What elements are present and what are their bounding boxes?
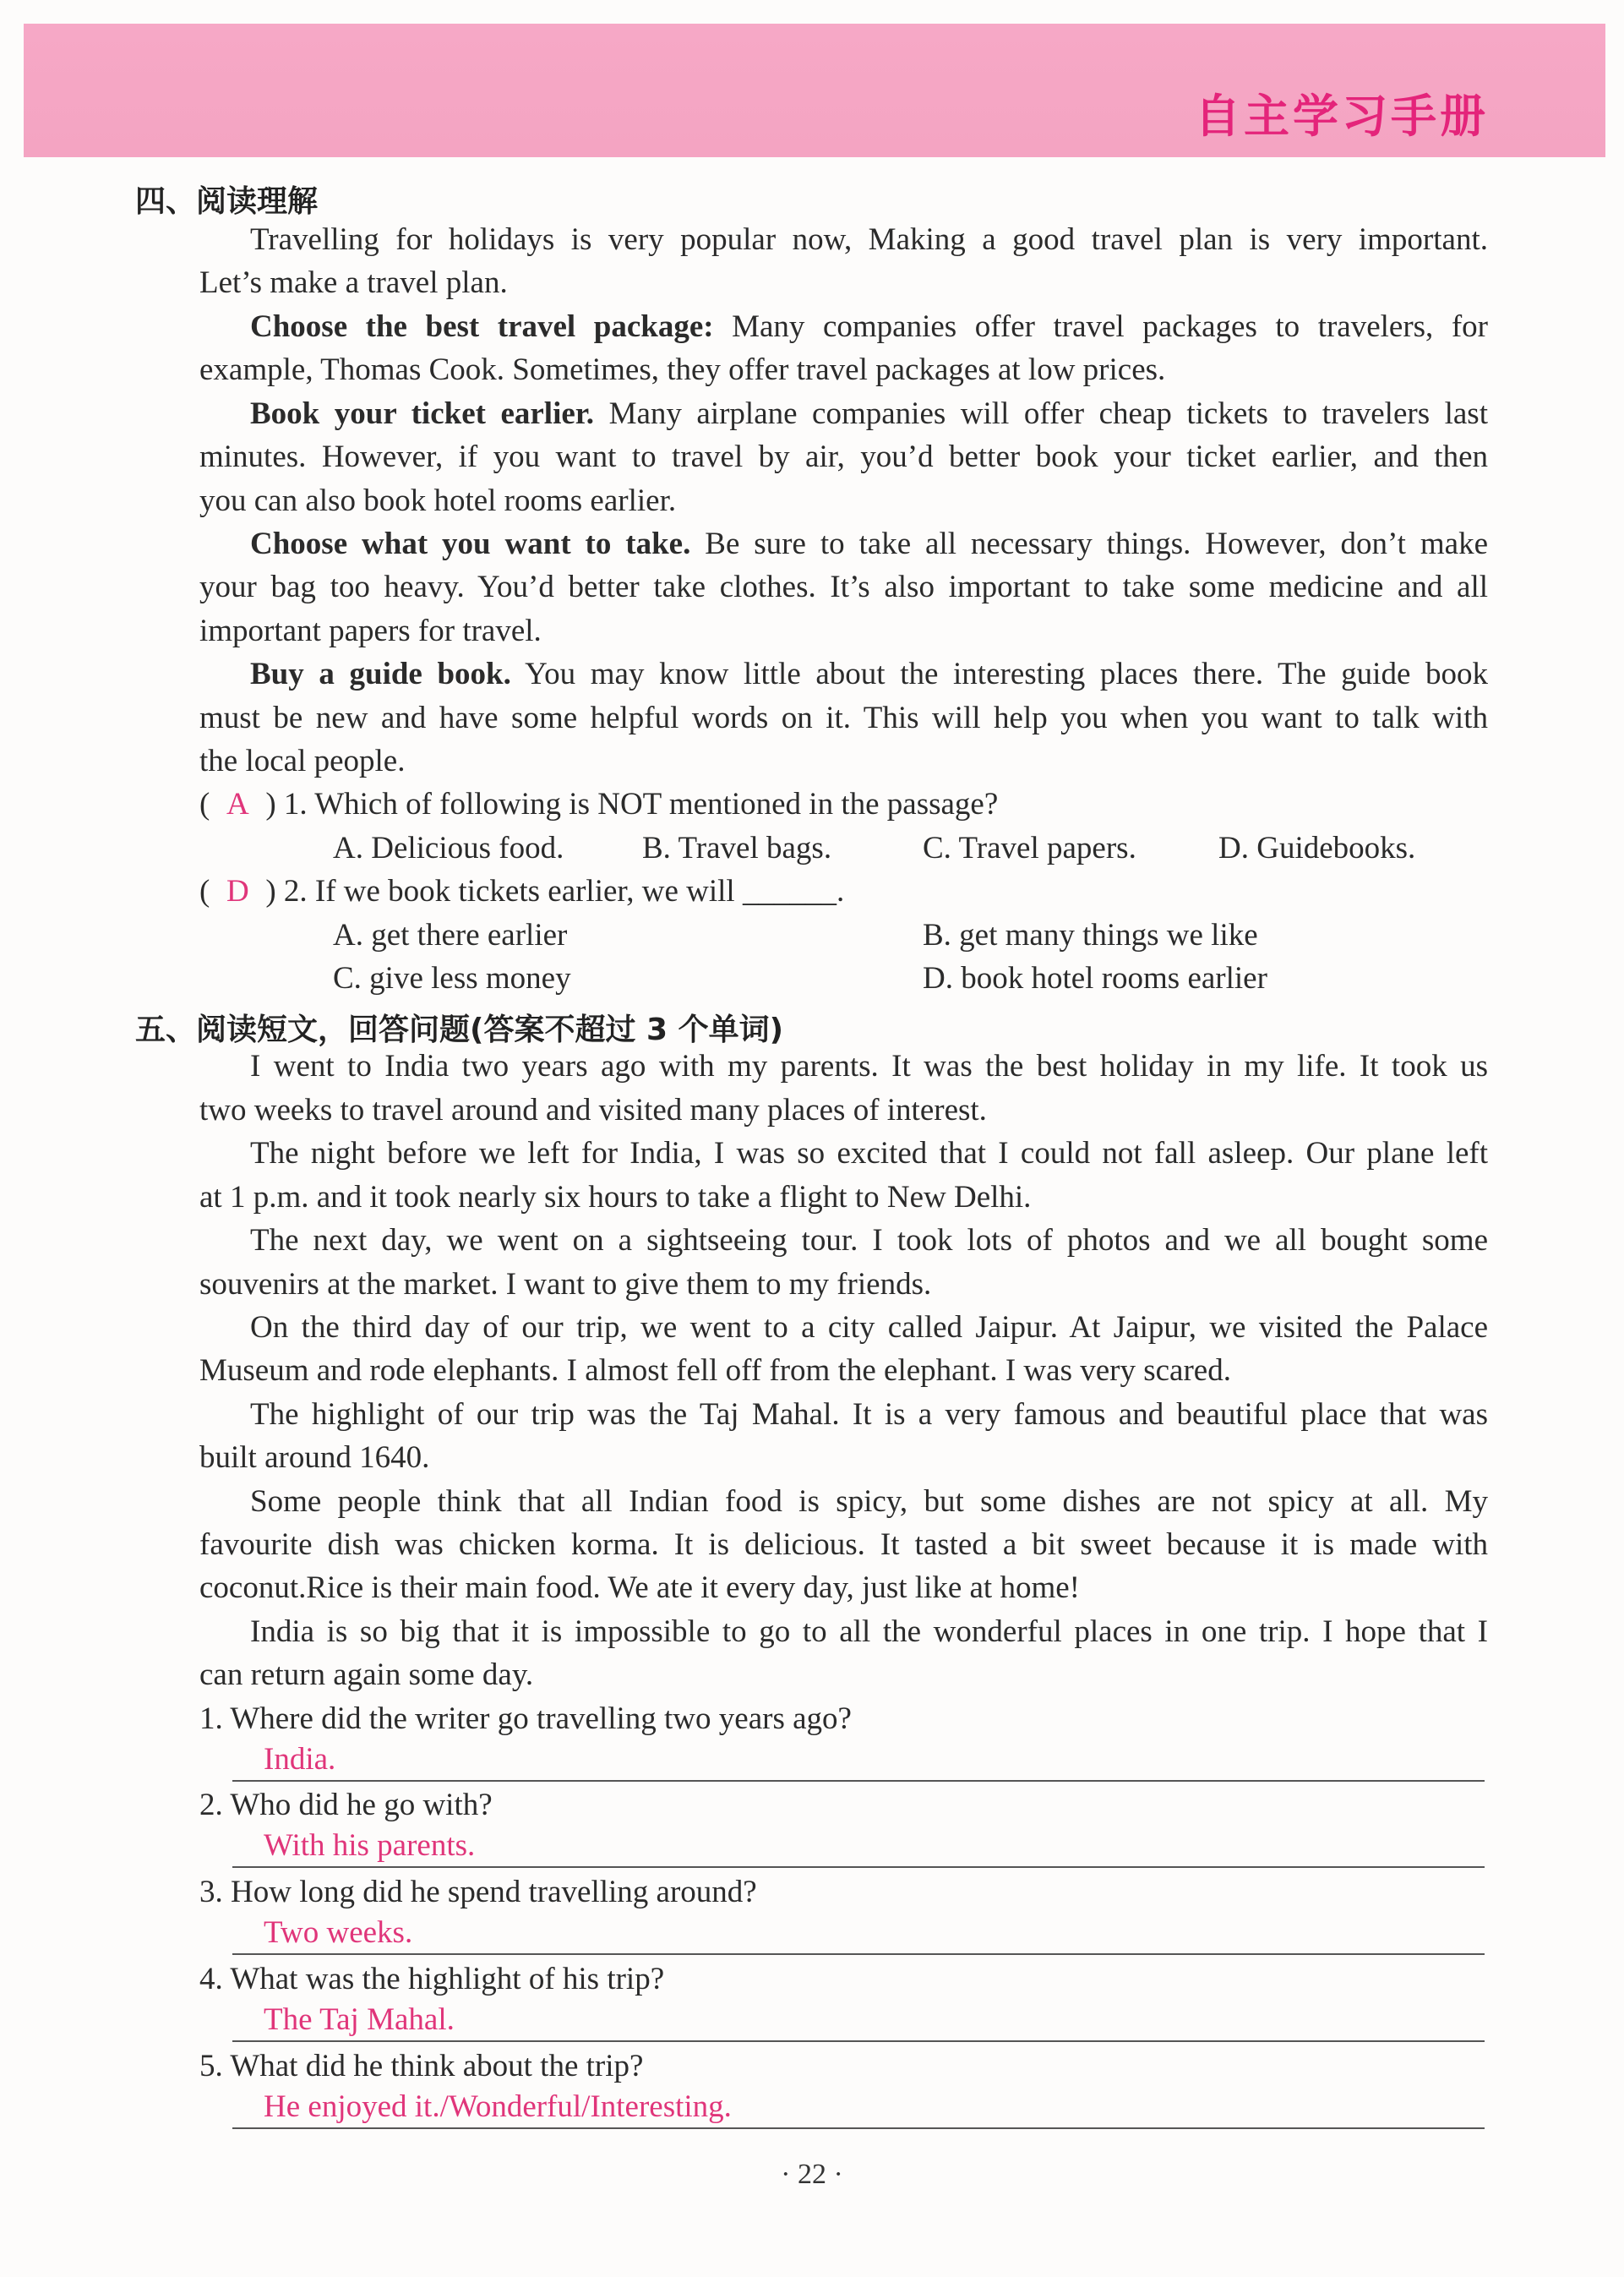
tip3-line3: important papers for travel. <box>199 614 542 648</box>
sa-question-2: 2. Who did he go with? <box>199 1788 493 1822</box>
sa-question-3: 3. How long did he spend travelling around? <box>199 1875 757 1909</box>
mc-q1-option-d: D. Guidebooks. <box>1218 831 1416 865</box>
answer-line-2 <box>232 1866 1485 1868</box>
mc-q1-option-a: A. Delicious food. <box>333 831 564 865</box>
para1-line2: two weeks to travel around and visited many places of interest. <box>199 1093 987 1128</box>
tip1-line1-text: Many companies offer travel packages to travelers, for <box>713 309 1488 344</box>
tip4-title: Buy a guide book. <box>250 657 511 691</box>
tip2-title: Book your ticket earlier. <box>250 396 595 431</box>
mc-question-1 <box>199 786 998 823</box>
sa-answer-2: With his parents. <box>264 1828 476 1863</box>
mc-q1-paren: ( <box>199 787 210 822</box>
tip3-line2: your bag too heavy. You’d better take clothes. It’s also important to take some medicine and all <box>199 570 1488 604</box>
section4-heading: 四、阅读理解 <box>135 184 319 219</box>
tip2-line2: minutes. However, if you want to travel by air, you’d better book your ticket earlier, and then <box>199 440 1488 474</box>
tip1-line1 <box>250 309 1488 346</box>
header-title: 自主学习手册 <box>1195 90 1489 143</box>
mc-q2-paren: ( <box>199 874 210 909</box>
section4-intro-line2: Let’s make a travel plan. <box>199 265 508 300</box>
mc-q2-answer: D <box>226 874 249 909</box>
tip4-line1-text: You may know little about the interesting places there. The guide book <box>510 657 1488 691</box>
page-number: · 22 · <box>781 2159 843 2190</box>
sa-question-4: 4. What was the highlight of his trip? <box>199 1962 665 1996</box>
para1-line1: I went to India two years ago with my parents. It was the best holiday in my life. It took us <box>250 1049 1488 1084</box>
tip2-line1-text: Many airplane companies will offer cheap tickets to travelers last <box>594 396 1488 431</box>
sa-answer-5: He enjoyed it./Wonderful/Interesting. <box>264 2089 732 2124</box>
sa-answer-4: The Taj Mahal. <box>264 2002 455 2037</box>
tip3-line1 <box>250 526 1488 563</box>
tip3-line1-text: Be sure to take all necessary things. However, don’t make <box>690 527 1488 561</box>
tip1-title: Choose the best travel package: <box>250 309 714 344</box>
answer-line-4 <box>232 2040 1485 2042</box>
sa-question-1: 1. Where did the writer go travelling two years ago? <box>199 1701 852 1736</box>
tip2-line1 <box>250 396 1488 433</box>
mc-q2-option-d: D. book hotel rooms earlier <box>923 961 1267 996</box>
mc-q1-option-c: C. Travel papers. <box>923 831 1136 865</box>
mc-q2-option-b: B. get many things we like <box>923 918 1258 953</box>
para2-line1: The night before we left for India, I was so excited that I could not fall asleep. Our plane left <box>250 1136 1488 1171</box>
tip3-title: Choose what you want to take. <box>250 527 691 561</box>
tip4-line1 <box>250 656 1488 693</box>
section4-intro-line1: Travelling for holidays is very popular now, Making a good travel plan is very important. <box>250 222 1488 257</box>
mc-question-2 <box>199 873 844 910</box>
para4-line1: On the third day of our trip, we went to a city called Jaipur. At Jaipur, we visited the Palace <box>250 1310 1488 1345</box>
mc-q1-option-b: B. Travel bags. <box>642 831 832 865</box>
para6-line2: favourite dish was chicken korma. It is delicious. It tasted a bit sweet because it is made with <box>199 1527 1488 1562</box>
para3-line2: souvenirs at the market. I want to give them to my friends. <box>199 1267 932 1302</box>
section5-heading: 五、阅读短文，回答问题(答案不超过 3 个单词) <box>135 1013 784 1047</box>
tip4-line3: the local people. <box>199 744 406 778</box>
tip4-line2: must be new and have some helpful words on it. This will help you when you want to talk with <box>199 701 1488 735</box>
sa-question-5: 5. What did he think about the trip? <box>199 2049 644 2083</box>
tip2-line3: you can also book hotel rooms earlier. <box>199 483 677 518</box>
para5-line2: built around 1640. <box>199 1440 430 1475</box>
answer-line-1 <box>232 1780 1485 1782</box>
tip1-line2: example, Thomas Cook. Sometimes, they offer travel packages at low prices. <box>199 352 1166 387</box>
mc-q1-text: ) 1. Which of following is NOT mentioned in the passage? <box>265 787 999 822</box>
answer-line-5 <box>232 2127 1485 2129</box>
sa-answer-3: Two weeks. <box>264 1915 413 1950</box>
mc-q2-text: ) 2. If we book tickets earlier, we will ______. <box>265 874 845 909</box>
para2-line2: at 1 p.m. and it took nearly six hours to take a flight to New Delhi. <box>199 1180 1032 1215</box>
mc-q2-option-c: C. give less money <box>333 961 571 996</box>
mc-q1-answer: A <box>226 787 249 822</box>
para4-line2: Museum and rode elephants. I almost fell off from the elephant. I was very scared. <box>199 1353 1231 1388</box>
para3-line1: The next day, we went on a sightseeing tour. I took lots of photos and we all bought some <box>250 1223 1488 1258</box>
para6-line3: coconut.Rice is their main food. We ate it every day, just like at home! <box>199 1570 1080 1605</box>
para7-line1: India is so big that it is impossible to go to all the wonderful places in one trip. I hope that I <box>250 1614 1488 1649</box>
mc-q2-option-a: A. get there earlier <box>333 918 568 953</box>
answer-line-3 <box>232 1953 1485 1955</box>
para6-line1: Some people think that all Indian food is spicy, but some dishes are not spicy at all. My <box>250 1484 1488 1519</box>
sa-answer-1: India. <box>264 1742 336 1777</box>
para7-line2: can return again some day. <box>199 1657 534 1692</box>
para5-line1: The highlight of our trip was the Taj Mahal. It is a very famous and beautiful place that was <box>250 1397 1488 1432</box>
